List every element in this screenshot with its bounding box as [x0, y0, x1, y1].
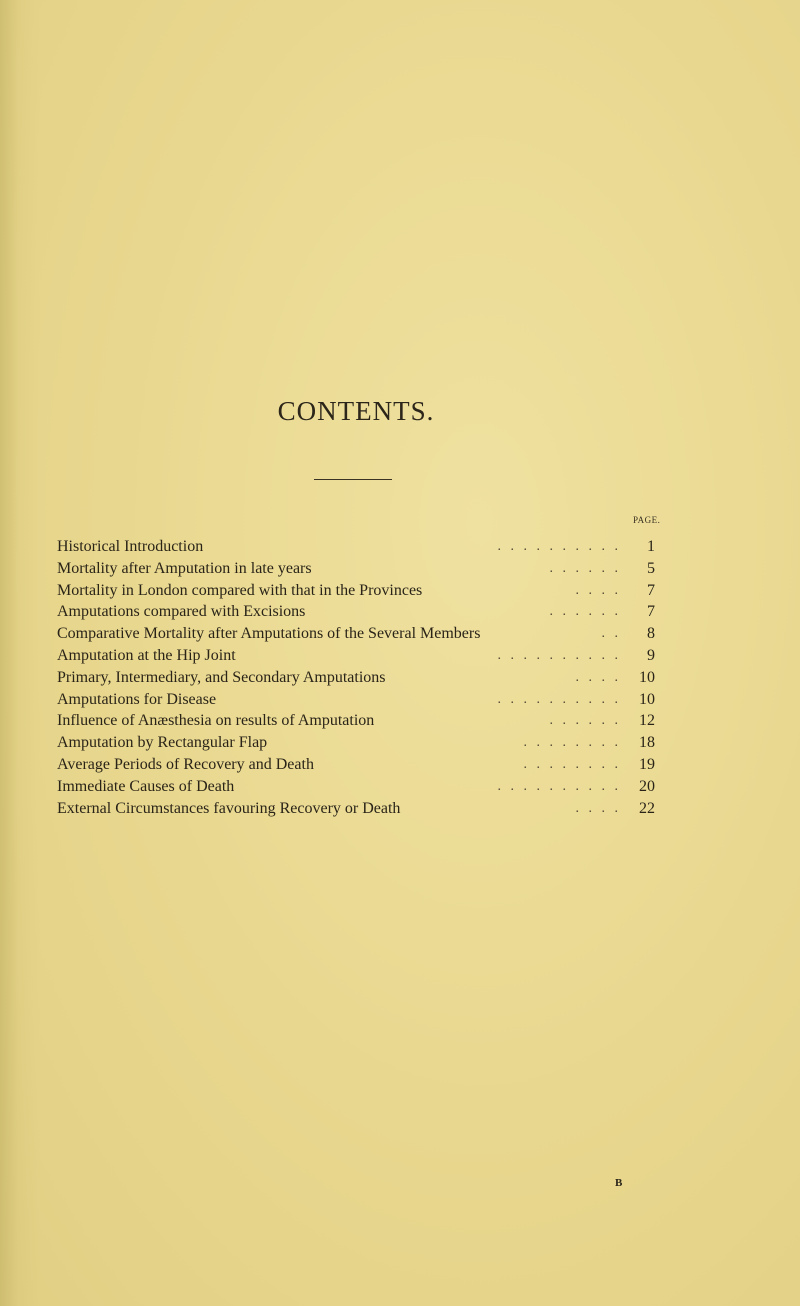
table-of-contents [57, 536, 655, 819]
toc-leader-dots: . . . . [575, 800, 621, 816]
toc-entry-page: 20 [639, 777, 655, 795]
toc-entry-page: 18 [639, 734, 655, 752]
toc-entry-page: 19 [639, 755, 655, 773]
page-column-header: PAGE. [633, 515, 661, 525]
toc-entry-title: Amputation at the Hip Joint [57, 646, 236, 664]
toc-leader-dots: . . . . . . [549, 713, 621, 729]
toc-entry [57, 667, 655, 689]
toc-leader-dots: . . . . [575, 582, 621, 598]
toc-entry-page: 8 [647, 625, 655, 643]
toc-entry-title: External Circumstances favouring Recovery or Death [57, 799, 401, 817]
toc-entry [57, 601, 655, 623]
toc-leader-dots: . . . . . . . . . . [497, 539, 621, 554]
toc-entry [57, 710, 655, 732]
toc-entry-title: Average Periods of Recovery and Death [57, 755, 314, 773]
signature-mark: B [615, 1177, 623, 1189]
toc-entry-page: 9 [647, 646, 655, 664]
toc-leader-dots: . . . . [575, 669, 621, 685]
toc-entry-title: Comparative Mortality after Amputations of the Several Members [57, 625, 481, 643]
toc-entry-page: 10 [639, 690, 655, 708]
toc-entry [57, 645, 655, 667]
toc-leader-dots: . . . . . . [549, 604, 621, 620]
toc-entry-page: 7 [647, 581, 655, 599]
toc-leader-dots: . . [601, 626, 621, 642]
toc-entry [57, 732, 655, 754]
toc-entry [57, 689, 655, 711]
toc-entry-title: Immediate Causes of Death [57, 777, 235, 795]
toc-entry [57, 798, 655, 820]
page-title: CONTENTS. [277, 396, 435, 426]
toc-entry-title: Amputations compared with Excisions [57, 603, 306, 621]
toc-entry-page: 7 [647, 603, 655, 621]
toc-entry [57, 754, 655, 776]
toc-entry-page: 12 [639, 712, 655, 730]
toc-leader-dots: . . . . . . . . [523, 756, 621, 772]
toc-entry [57, 580, 655, 602]
toc-entry [57, 776, 655, 798]
toc-leader-dots: . . . . . . . . [523, 735, 621, 751]
toc-entry-title: Mortality after Amputation in late years [57, 559, 312, 577]
toc-leader-dots: . . . . . . . . . . [497, 691, 621, 707]
toc-entry-page: 10 [639, 668, 655, 686]
toc-entry-title: Amputations for Disease [57, 690, 217, 708]
toc-entry-title: Mortality in London compared with that in the Provinces [57, 581, 423, 599]
toc-entry-page: 22 [639, 799, 655, 817]
toc-entry-title: Primary, Intermediary, and Secondary Amputations [57, 668, 386, 686]
toc-entry-title: Historical Introduction [57, 538, 204, 555]
toc-entry [57, 623, 655, 645]
toc-entry-page: 1 [647, 538, 655, 555]
toc-leader-dots: . . . . . . . . . . [497, 778, 621, 794]
toc-leader-dots: . . . . . . [549, 560, 621, 576]
toc-entry-title: Influence of Anæsthesia on results of Amputation [57, 712, 375, 730]
toc-entry [57, 536, 655, 558]
toc-leader-dots: . . . . . . . . . . [497, 647, 621, 663]
toc-entry [57, 558, 655, 580]
toc-entry-page: 5 [647, 559, 655, 577]
title-rule [314, 479, 392, 480]
toc-entry-title: Amputation by Rectangular Flap [57, 734, 268, 752]
